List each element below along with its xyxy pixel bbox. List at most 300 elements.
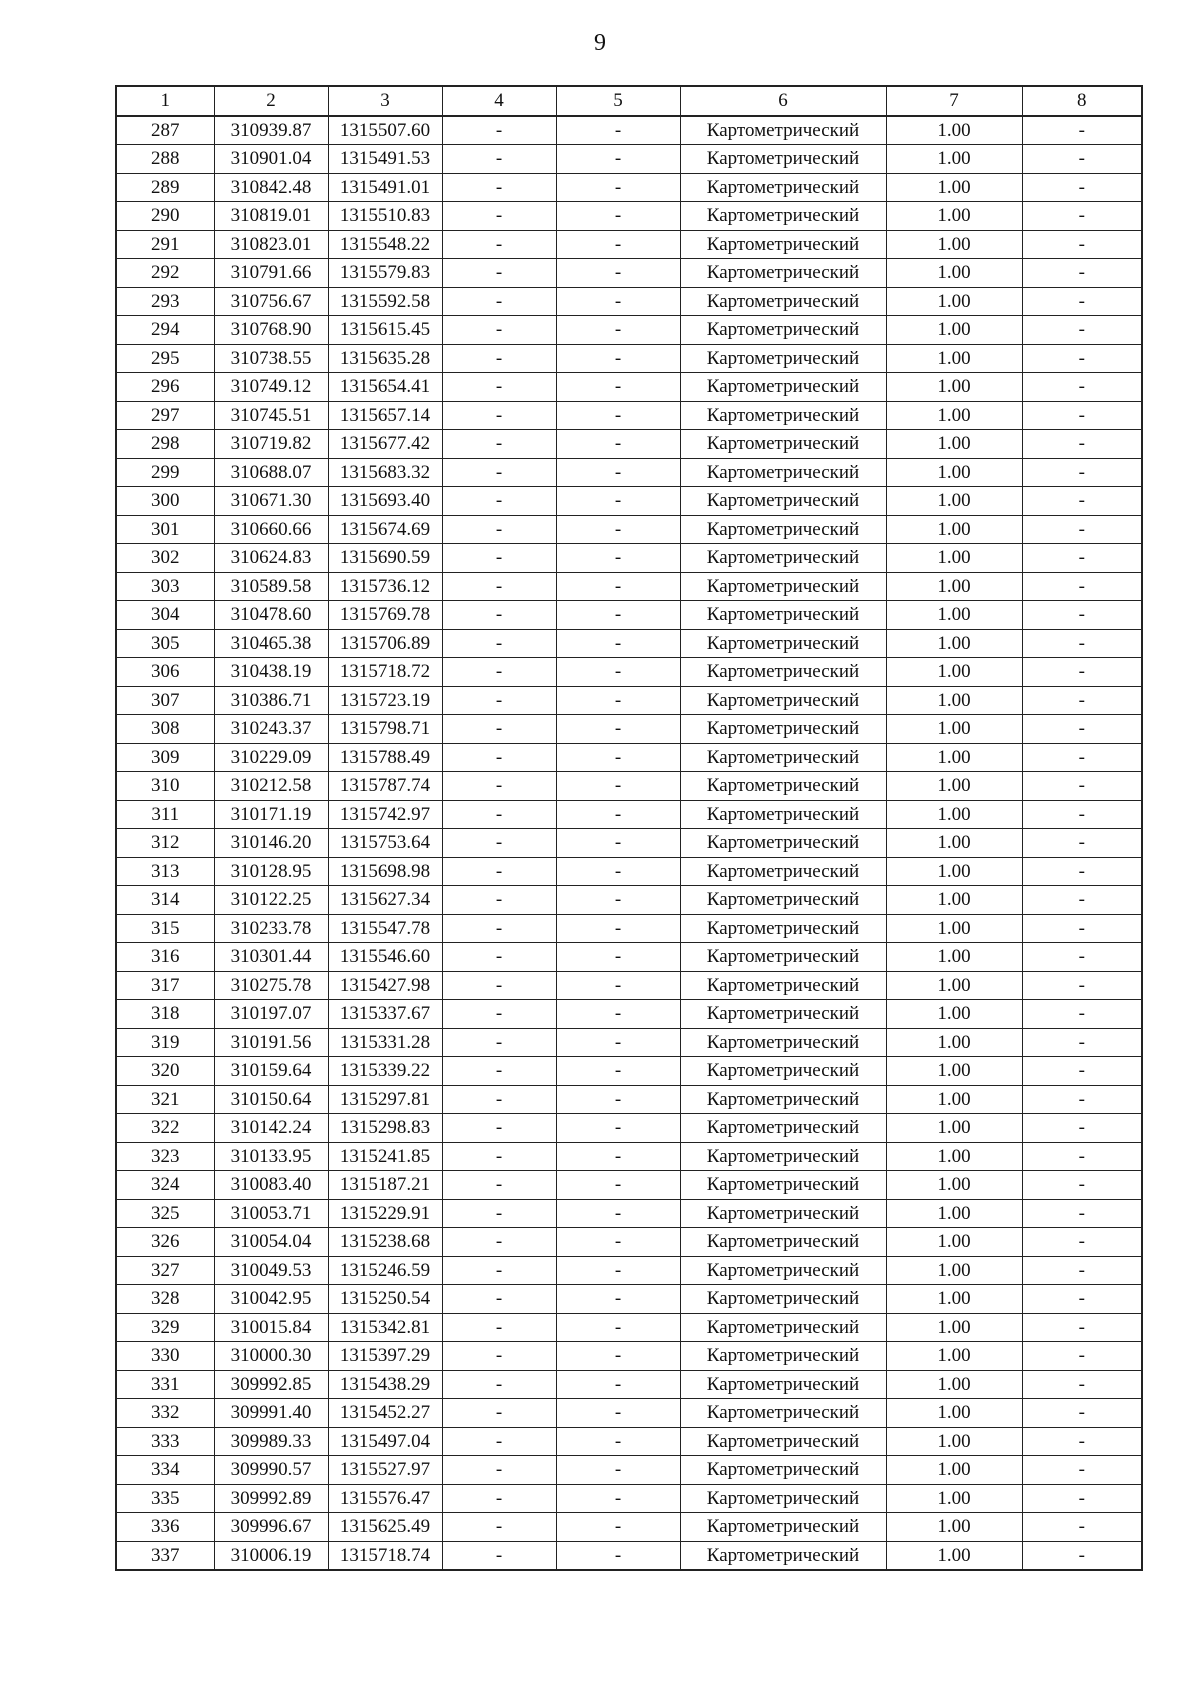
- cell-point-number: 298: [116, 430, 214, 459]
- cell-accuracy: 1.00: [886, 316, 1022, 345]
- cell-y-coordinate: 1315625.49: [328, 1513, 442, 1542]
- cell-col-8: -: [1022, 658, 1142, 687]
- header-row: [116, 86, 1142, 116]
- cell-col-5: -: [556, 173, 680, 202]
- cell-col-8: -: [1022, 515, 1142, 544]
- cell-accuracy: 1.00: [886, 1399, 1022, 1428]
- cell-col-8: -: [1022, 259, 1142, 288]
- cell-y-coordinate: 1315674.69: [328, 515, 442, 544]
- cell-y-coordinate: 1315337.67: [328, 1000, 442, 1029]
- cell-accuracy: 1.00: [886, 1285, 1022, 1314]
- cell-accuracy: 1.00: [886, 1513, 1022, 1542]
- cell-method: Картометрический: [680, 116, 886, 145]
- cell-col-8: -: [1022, 686, 1142, 715]
- cell-col-8: -: [1022, 316, 1142, 345]
- cell-accuracy: 1.00: [886, 1484, 1022, 1513]
- cell-y-coordinate: 1315297.81: [328, 1085, 442, 1114]
- table-row: [116, 1313, 1142, 1342]
- cell-x-coordinate: 310150.64: [214, 1085, 328, 1114]
- cell-point-number: 333: [116, 1427, 214, 1456]
- table-row: [116, 1057, 1142, 1086]
- cell-col-8: -: [1022, 857, 1142, 886]
- cell-y-coordinate: 1315683.32: [328, 458, 442, 487]
- cell-method: Картометрический: [680, 316, 886, 345]
- cell-x-coordinate: 310688.07: [214, 458, 328, 487]
- cell-col-4: -: [442, 943, 556, 972]
- cell-point-number: 316: [116, 943, 214, 972]
- cell-point-number: 322: [116, 1114, 214, 1143]
- cell-col-8: -: [1022, 202, 1142, 231]
- cell-point-number: 327: [116, 1256, 214, 1285]
- cell-method: Картометрический: [680, 430, 886, 459]
- cell-x-coordinate: 310301.44: [214, 943, 328, 972]
- cell-col-8: -: [1022, 373, 1142, 402]
- cell-col-4: -: [442, 1000, 556, 1029]
- cell-col-8: -: [1022, 629, 1142, 658]
- cell-col-4: -: [442, 1342, 556, 1371]
- cell-x-coordinate: 310212.58: [214, 772, 328, 801]
- cell-y-coordinate: 1315769.78: [328, 601, 442, 630]
- cell-col-4: -: [442, 1513, 556, 1542]
- table-row: [116, 458, 1142, 487]
- cell-col-8: -: [1022, 572, 1142, 601]
- table-body: [116, 86, 1142, 1570]
- cell-method: Картометрический: [680, 772, 886, 801]
- cell-col-5: -: [556, 116, 680, 145]
- cell-col-4: -: [442, 202, 556, 231]
- cell-col-5: -: [556, 1114, 680, 1143]
- cell-x-coordinate: 310842.48: [214, 173, 328, 202]
- cell-y-coordinate: 1315427.98: [328, 971, 442, 1000]
- cell-col-4: -: [442, 1456, 556, 1485]
- cell-method: Картометрический: [680, 344, 886, 373]
- cell-col-8: -: [1022, 914, 1142, 943]
- cell-x-coordinate: 310006.19: [214, 1541, 328, 1570]
- cell-method: Картометрический: [680, 1370, 886, 1399]
- table-row: [116, 344, 1142, 373]
- cell-col-4: -: [442, 458, 556, 487]
- cell-accuracy: 1.00: [886, 116, 1022, 145]
- cell-col-8: -: [1022, 829, 1142, 858]
- cell-col-8: -: [1022, 886, 1142, 915]
- table-row: [116, 943, 1142, 972]
- cell-method: Картометрический: [680, 1456, 886, 1485]
- cell-col-4: -: [442, 287, 556, 316]
- cell-point-number: 310: [116, 772, 214, 801]
- cell-col-5: -: [556, 572, 680, 601]
- cell-y-coordinate: 1315298.83: [328, 1114, 442, 1143]
- cell-method: Картометрический: [680, 1028, 886, 1057]
- cell-y-coordinate: 1315657.14: [328, 401, 442, 430]
- cell-col-5: -: [556, 1085, 680, 1114]
- table-row: [116, 373, 1142, 402]
- cell-col-8: -: [1022, 1285, 1142, 1314]
- cell-accuracy: 1.00: [886, 658, 1022, 687]
- cell-accuracy: 1.00: [886, 943, 1022, 972]
- cell-y-coordinate: 1315250.54: [328, 1285, 442, 1314]
- cell-col-4: -: [442, 1541, 556, 1570]
- cell-point-number: 328: [116, 1285, 214, 1314]
- cell-col-4: -: [442, 686, 556, 715]
- cell-col-5: -: [556, 259, 680, 288]
- cell-col-4: -: [442, 515, 556, 544]
- cell-point-number: 323: [116, 1142, 214, 1171]
- cell-col-5: -: [556, 800, 680, 829]
- cell-accuracy: 1.00: [886, 487, 1022, 516]
- cell-point-number: 306: [116, 658, 214, 687]
- cell-col-5: -: [556, 829, 680, 858]
- cell-y-coordinate: 1315690.59: [328, 544, 442, 573]
- cell-col-5: -: [556, 202, 680, 231]
- cell-accuracy: 1.00: [886, 1114, 1022, 1143]
- cell-y-coordinate: 1315798.71: [328, 715, 442, 744]
- cell-y-coordinate: 1315397.29: [328, 1342, 442, 1371]
- cell-point-number: 324: [116, 1171, 214, 1200]
- cell-col-4: -: [442, 829, 556, 858]
- cell-method: Картометрический: [680, 1228, 886, 1257]
- cell-method: Картометрический: [680, 1114, 886, 1143]
- cell-method: Картометрический: [680, 1342, 886, 1371]
- column-header: 1: [116, 86, 214, 116]
- cell-col-5: -: [556, 1513, 680, 1542]
- cell-accuracy: 1.00: [886, 230, 1022, 259]
- cell-y-coordinate: 1315548.22: [328, 230, 442, 259]
- cell-col-8: -: [1022, 1313, 1142, 1342]
- cell-col-8: -: [1022, 1085, 1142, 1114]
- cell-y-coordinate: 1315592.58: [328, 287, 442, 316]
- table-row: [116, 230, 1142, 259]
- cell-col-4: -: [442, 743, 556, 772]
- cell-x-coordinate: 310386.71: [214, 686, 328, 715]
- cell-col-5: -: [556, 373, 680, 402]
- cell-col-5: -: [556, 1228, 680, 1257]
- cell-col-8: -: [1022, 1427, 1142, 1456]
- cell-col-5: -: [556, 487, 680, 516]
- cell-col-8: -: [1022, 1114, 1142, 1143]
- cell-y-coordinate: 1315698.98: [328, 857, 442, 886]
- table-row: [116, 1370, 1142, 1399]
- table-row: [116, 829, 1142, 858]
- cell-col-4: -: [442, 230, 556, 259]
- cell-y-coordinate: 1315342.81: [328, 1313, 442, 1342]
- cell-col-5: -: [556, 715, 680, 744]
- cell-accuracy: 1.00: [886, 686, 1022, 715]
- cell-point-number: 303: [116, 572, 214, 601]
- table-row: [116, 1342, 1142, 1371]
- cell-col-8: -: [1022, 1171, 1142, 1200]
- cell-method: Картометрический: [680, 458, 886, 487]
- cell-accuracy: 1.00: [886, 287, 1022, 316]
- table-row: [116, 601, 1142, 630]
- cell-accuracy: 1.00: [886, 1142, 1022, 1171]
- cell-accuracy: 1.00: [886, 629, 1022, 658]
- table-row: [116, 686, 1142, 715]
- cell-x-coordinate: 310128.95: [214, 857, 328, 886]
- cell-col-8: -: [1022, 430, 1142, 459]
- table-row: [116, 1399, 1142, 1428]
- table-row: [116, 658, 1142, 687]
- table-row: [116, 857, 1142, 886]
- cell-x-coordinate: 310159.64: [214, 1057, 328, 1086]
- cell-x-coordinate: 309989.33: [214, 1427, 328, 1456]
- cell-col-5: -: [556, 344, 680, 373]
- cell-point-number: 302: [116, 544, 214, 573]
- cell-col-5: -: [556, 515, 680, 544]
- cell-col-5: -: [556, 914, 680, 943]
- table-row: [116, 1114, 1142, 1143]
- cell-method: Картометрический: [680, 743, 886, 772]
- cell-col-8: -: [1022, 544, 1142, 573]
- cell-method: Картометрический: [680, 971, 886, 1000]
- cell-y-coordinate: 1315229.91: [328, 1199, 442, 1228]
- cell-method: Картометрический: [680, 686, 886, 715]
- cell-method: Картометрический: [680, 629, 886, 658]
- table-row: [116, 1199, 1142, 1228]
- cell-accuracy: 1.00: [886, 430, 1022, 459]
- table-row: [116, 430, 1142, 459]
- cell-point-number: 290: [116, 202, 214, 231]
- cell-col-4: -: [442, 715, 556, 744]
- cell-col-5: -: [556, 1057, 680, 1086]
- cell-accuracy: 1.00: [886, 1228, 1022, 1257]
- cell-col-5: -: [556, 1456, 680, 1485]
- cell-point-number: 308: [116, 715, 214, 744]
- cell-point-number: 288: [116, 145, 214, 174]
- table-row: [116, 1000, 1142, 1029]
- cell-point-number: 309: [116, 743, 214, 772]
- cell-point-number: 301: [116, 515, 214, 544]
- cell-accuracy: 1.00: [886, 1000, 1022, 1029]
- cell-method: Картометрический: [680, 886, 886, 915]
- cell-method: Картометрический: [680, 658, 886, 687]
- cell-x-coordinate: 310053.71: [214, 1199, 328, 1228]
- cell-accuracy: 1.00: [886, 1256, 1022, 1285]
- cell-point-number: 325: [116, 1199, 214, 1228]
- cell-method: Картометрический: [680, 1285, 886, 1314]
- table-row: [116, 914, 1142, 943]
- cell-point-number: 292: [116, 259, 214, 288]
- cell-col-8: -: [1022, 230, 1142, 259]
- cell-x-coordinate: 310142.24: [214, 1114, 328, 1143]
- cell-point-number: 329: [116, 1313, 214, 1342]
- table-row: [116, 1456, 1142, 1485]
- cell-x-coordinate: 310671.30: [214, 487, 328, 516]
- cell-col-4: -: [442, 886, 556, 915]
- table-row: [116, 515, 1142, 544]
- cell-y-coordinate: 1315615.45: [328, 316, 442, 345]
- cell-col-4: -: [442, 487, 556, 516]
- column-header: 7: [886, 86, 1022, 116]
- cell-method: Картометрический: [680, 1000, 886, 1029]
- cell-y-coordinate: 1315627.34: [328, 886, 442, 915]
- cell-x-coordinate: 310756.67: [214, 287, 328, 316]
- cell-point-number: 305: [116, 629, 214, 658]
- cell-col-4: -: [442, 1228, 556, 1257]
- table-row: [116, 1256, 1142, 1285]
- cell-x-coordinate: 310243.37: [214, 715, 328, 744]
- cell-col-4: -: [442, 401, 556, 430]
- cell-x-coordinate: 310049.53: [214, 1256, 328, 1285]
- cell-col-5: -: [556, 230, 680, 259]
- table-row: [116, 1513, 1142, 1542]
- cell-col-4: -: [442, 572, 556, 601]
- table-row: [116, 316, 1142, 345]
- cell-x-coordinate: 309992.89: [214, 1484, 328, 1513]
- cell-col-8: -: [1022, 1256, 1142, 1285]
- cell-x-coordinate: 310791.66: [214, 259, 328, 288]
- cell-point-number: 332: [116, 1399, 214, 1428]
- cell-method: Картометрический: [680, 1313, 886, 1342]
- cell-col-8: -: [1022, 458, 1142, 487]
- cell-accuracy: 1.00: [886, 1541, 1022, 1570]
- cell-col-4: -: [442, 173, 556, 202]
- cell-col-4: -: [442, 601, 556, 630]
- cell-col-4: -: [442, 373, 556, 402]
- cell-accuracy: 1.00: [886, 572, 1022, 601]
- cell-col-5: -: [556, 601, 680, 630]
- cell-point-number: 331: [116, 1370, 214, 1399]
- cell-method: Картометрический: [680, 373, 886, 402]
- cell-y-coordinate: 1315438.29: [328, 1370, 442, 1399]
- cell-y-coordinate: 1315339.22: [328, 1057, 442, 1086]
- table-row: [116, 1142, 1142, 1171]
- cell-y-coordinate: 1315635.28: [328, 344, 442, 373]
- cell-method: Картометрический: [680, 145, 886, 174]
- cell-col-8: -: [1022, 116, 1142, 145]
- cell-method: Картометрический: [680, 1085, 886, 1114]
- cell-x-coordinate: 310083.40: [214, 1171, 328, 1200]
- cell-y-coordinate: 1315241.85: [328, 1142, 442, 1171]
- column-header: 2: [214, 86, 328, 116]
- table-row: [116, 1028, 1142, 1057]
- cell-col-8: -: [1022, 1199, 1142, 1228]
- table-row: [116, 886, 1142, 915]
- cell-x-coordinate: 310719.82: [214, 430, 328, 459]
- cell-point-number: 304: [116, 601, 214, 630]
- cell-y-coordinate: 1315579.83: [328, 259, 442, 288]
- cell-col-5: -: [556, 743, 680, 772]
- cell-col-8: -: [1022, 1000, 1142, 1029]
- cell-accuracy: 1.00: [886, 458, 1022, 487]
- cell-col-5: -: [556, 1370, 680, 1399]
- cell-col-5: -: [556, 772, 680, 801]
- table-row: [116, 1285, 1142, 1314]
- cell-point-number: 318: [116, 1000, 214, 1029]
- cell-y-coordinate: 1315491.01: [328, 173, 442, 202]
- cell-col-8: -: [1022, 1513, 1142, 1542]
- cell-accuracy: 1.00: [886, 772, 1022, 801]
- cell-y-coordinate: 1315510.83: [328, 202, 442, 231]
- cell-col-4: -: [442, 772, 556, 801]
- cell-col-4: -: [442, 344, 556, 373]
- cell-col-4: -: [442, 1199, 556, 1228]
- cell-method: Картометрический: [680, 230, 886, 259]
- cell-col-4: -: [442, 1285, 556, 1314]
- table-row: [116, 1427, 1142, 1456]
- cell-col-8: -: [1022, 1541, 1142, 1570]
- cell-method: Картометрический: [680, 202, 886, 231]
- cell-col-4: -: [442, 1142, 556, 1171]
- cell-method: Картометрический: [680, 287, 886, 316]
- cell-accuracy: 1.00: [886, 202, 1022, 231]
- cell-x-coordinate: 309991.40: [214, 1399, 328, 1428]
- table-row: [116, 1541, 1142, 1570]
- cell-col-8: -: [1022, 1057, 1142, 1086]
- cell-col-4: -: [442, 116, 556, 145]
- cell-y-coordinate: 1315654.41: [328, 373, 442, 402]
- cell-col-5: -: [556, 1171, 680, 1200]
- cell-x-coordinate: 310768.90: [214, 316, 328, 345]
- cell-accuracy: 1.00: [886, 1028, 1022, 1057]
- column-header: 4: [442, 86, 556, 116]
- cell-method: Картометрический: [680, 173, 886, 202]
- table-row: [116, 287, 1142, 316]
- cell-col-4: -: [442, 1171, 556, 1200]
- cell-method: Картометрический: [680, 1171, 886, 1200]
- cell-col-5: -: [556, 629, 680, 658]
- cell-accuracy: 1.00: [886, 1199, 1022, 1228]
- cell-method: Картометрический: [680, 1427, 886, 1456]
- cell-accuracy: 1.00: [886, 259, 1022, 288]
- table-row: [116, 800, 1142, 829]
- cell-col-8: -: [1022, 1456, 1142, 1485]
- cell-accuracy: 1.00: [886, 1342, 1022, 1371]
- cell-col-8: -: [1022, 287, 1142, 316]
- cell-col-5: -: [556, 401, 680, 430]
- cell-accuracy: 1.00: [886, 914, 1022, 943]
- cell-method: Картометрический: [680, 515, 886, 544]
- cell-y-coordinate: 1315491.53: [328, 145, 442, 174]
- cell-col-5: -: [556, 1028, 680, 1057]
- cell-y-coordinate: 1315246.59: [328, 1256, 442, 1285]
- cell-col-8: -: [1022, 145, 1142, 174]
- cell-col-5: -: [556, 1541, 680, 1570]
- cell-method: Картометрический: [680, 1484, 886, 1513]
- cell-method: Картометрический: [680, 1057, 886, 1086]
- cell-accuracy: 1.00: [886, 1085, 1022, 1114]
- cell-y-coordinate: 1315736.12: [328, 572, 442, 601]
- cell-method: Картометрический: [680, 487, 886, 516]
- cell-y-coordinate: 1315742.97: [328, 800, 442, 829]
- cell-method: Картометрический: [680, 1399, 886, 1428]
- cell-col-4: -: [442, 1085, 556, 1114]
- cell-y-coordinate: 1315527.97: [328, 1456, 442, 1485]
- cell-accuracy: 1.00: [886, 743, 1022, 772]
- cell-col-4: -: [442, 430, 556, 459]
- cell-x-coordinate: 310624.83: [214, 544, 328, 573]
- cell-col-5: -: [556, 1285, 680, 1314]
- cell-col-4: -: [442, 658, 556, 687]
- cell-point-number: 320: [116, 1057, 214, 1086]
- cell-col-5: -: [556, 857, 680, 886]
- cell-accuracy: 1.00: [886, 829, 1022, 858]
- table-row: [116, 544, 1142, 573]
- cell-point-number: 334: [116, 1456, 214, 1485]
- cell-point-number: 297: [116, 401, 214, 430]
- cell-col-5: -: [556, 971, 680, 1000]
- cell-y-coordinate: 1315788.49: [328, 743, 442, 772]
- cell-accuracy: 1.00: [886, 715, 1022, 744]
- column-header: 6: [680, 86, 886, 116]
- cell-col-4: -: [442, 259, 556, 288]
- cell-accuracy: 1.00: [886, 1313, 1022, 1342]
- cell-col-8: -: [1022, 1342, 1142, 1371]
- cell-method: Картометрический: [680, 401, 886, 430]
- cell-col-5: -: [556, 287, 680, 316]
- table-row: [116, 116, 1142, 145]
- cell-x-coordinate: 310000.30: [214, 1342, 328, 1371]
- cell-col-4: -: [442, 1370, 556, 1399]
